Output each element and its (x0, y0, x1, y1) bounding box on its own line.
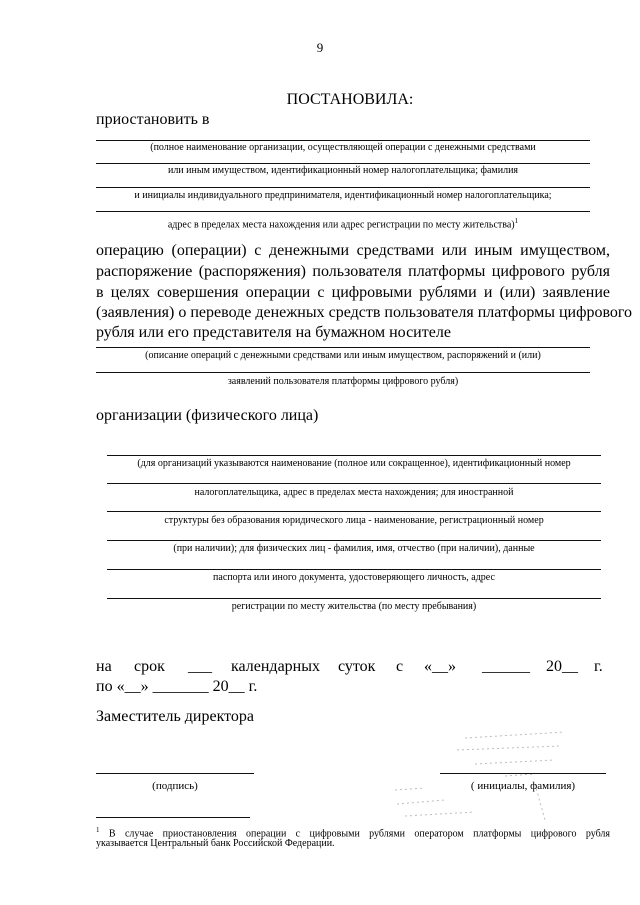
footnote-separator (96, 817, 250, 818)
fill-line (96, 163, 590, 164)
term-word: г. (594, 658, 603, 675)
term-line-1 (96, 657, 610, 677)
fill-line (96, 211, 590, 212)
subject-label: организации (физического лица) (96, 407, 319, 424)
term-year: 20__ (546, 658, 578, 675)
fill-line (107, 540, 601, 541)
subject-caption-1: (для организаций указываются наименование (полное или сокращенное), идентификационный номер (137, 458, 571, 469)
footnote-line-2: указывается Центральный банк Российской Федерации. (96, 838, 335, 849)
signature-line (96, 773, 254, 774)
footnote-line-1: $^1$ В случае приостановления операции с цифровыми рублями оператором платформы цифрового рубля (96, 826, 611, 840)
term-blank: ___ (188, 658, 212, 675)
fill-line (107, 598, 601, 599)
term-word: суток (338, 658, 376, 675)
org-caption-4: адрес в пределах места нахождения или адрес регистрации по месту жительства)$^1$ (167, 217, 519, 231)
org-caption-1: (полное наименование организации, осуществляющей операции с денежными средствами (150, 142, 536, 153)
fill-line (96, 372, 590, 373)
subject-caption-6: регистрации по месту жительства (по месту пребывания) (231, 601, 477, 612)
fill-line (96, 140, 590, 141)
subject-caption-2: налогоплательщика, адрес в пределах места нахождения; для иностранной (194, 487, 514, 498)
subject-caption-4: (при наличии); для физических лиц - фамилия, имя, отчество (при наличии), данные (173, 543, 535, 554)
page-heading: ПОСТАНОВИЛА: (286, 91, 414, 108)
ops-caption-1: (описание операций с денежными средствами или иным имуществом, распоряжений и (или) (145, 350, 541, 361)
intro-text: приостановить в (96, 111, 210, 128)
main-paragraph-line-2: распоряжение (распоряжения) пользователя платформы цифрового рубля (96, 263, 610, 280)
main-paragraph-line-1: операцию (операции) с денежными средствами или иным имуществом, (96, 242, 610, 259)
signer-title: Заместитель директора (96, 708, 255, 725)
term-blank: «__» (424, 658, 456, 675)
page-number: 9 (316, 40, 324, 55)
ops-caption-2: заявлений пользователя платформы цифрового рубля) (227, 376, 459, 387)
initials-caption: ( инициалы, фамилия) (470, 780, 576, 792)
fill-line (96, 347, 590, 348)
term-word: на (96, 658, 112, 675)
term-line-2: по «__» _______ 20__ г. (96, 678, 258, 695)
subject-caption-3: структуры без образования юридического лица - наименование, регистрационный номер (164, 515, 544, 526)
main-paragraph-line-3: в целях совершения операции с цифровыми рублями и (или) заявление (96, 284, 610, 301)
fill-line (96, 187, 590, 188)
term-word: срок (134, 658, 165, 675)
term-word: календарных (231, 658, 320, 675)
org-caption-3: и инициалы индивидуального предпринимателя, идентификационный номер налогоплательщика; (134, 190, 552, 201)
main-paragraph-line-5: рубля или его представителя на бумажном носителе (96, 324, 451, 341)
org-caption-2: или иным имуществом, идентификационный номер налогоплательщика; фамилия (167, 165, 519, 176)
term-blank: ______ (482, 658, 530, 675)
term-word: с (396, 658, 404, 675)
stamp-ghost-icon (385, 720, 585, 830)
initials-line (440, 773, 606, 774)
fill-line (107, 511, 601, 512)
signature-caption: (подпись) (152, 780, 198, 792)
fill-line (107, 455, 601, 456)
fill-line (107, 569, 601, 570)
fill-line (107, 483, 601, 484)
subject-caption-5: паспорта или иного документа, удостоверяющего личность, адрес (213, 572, 495, 583)
main-paragraph-line-4: (заявления) о переводе денежных средств пользователя платформы цифрового (96, 304, 633, 321)
